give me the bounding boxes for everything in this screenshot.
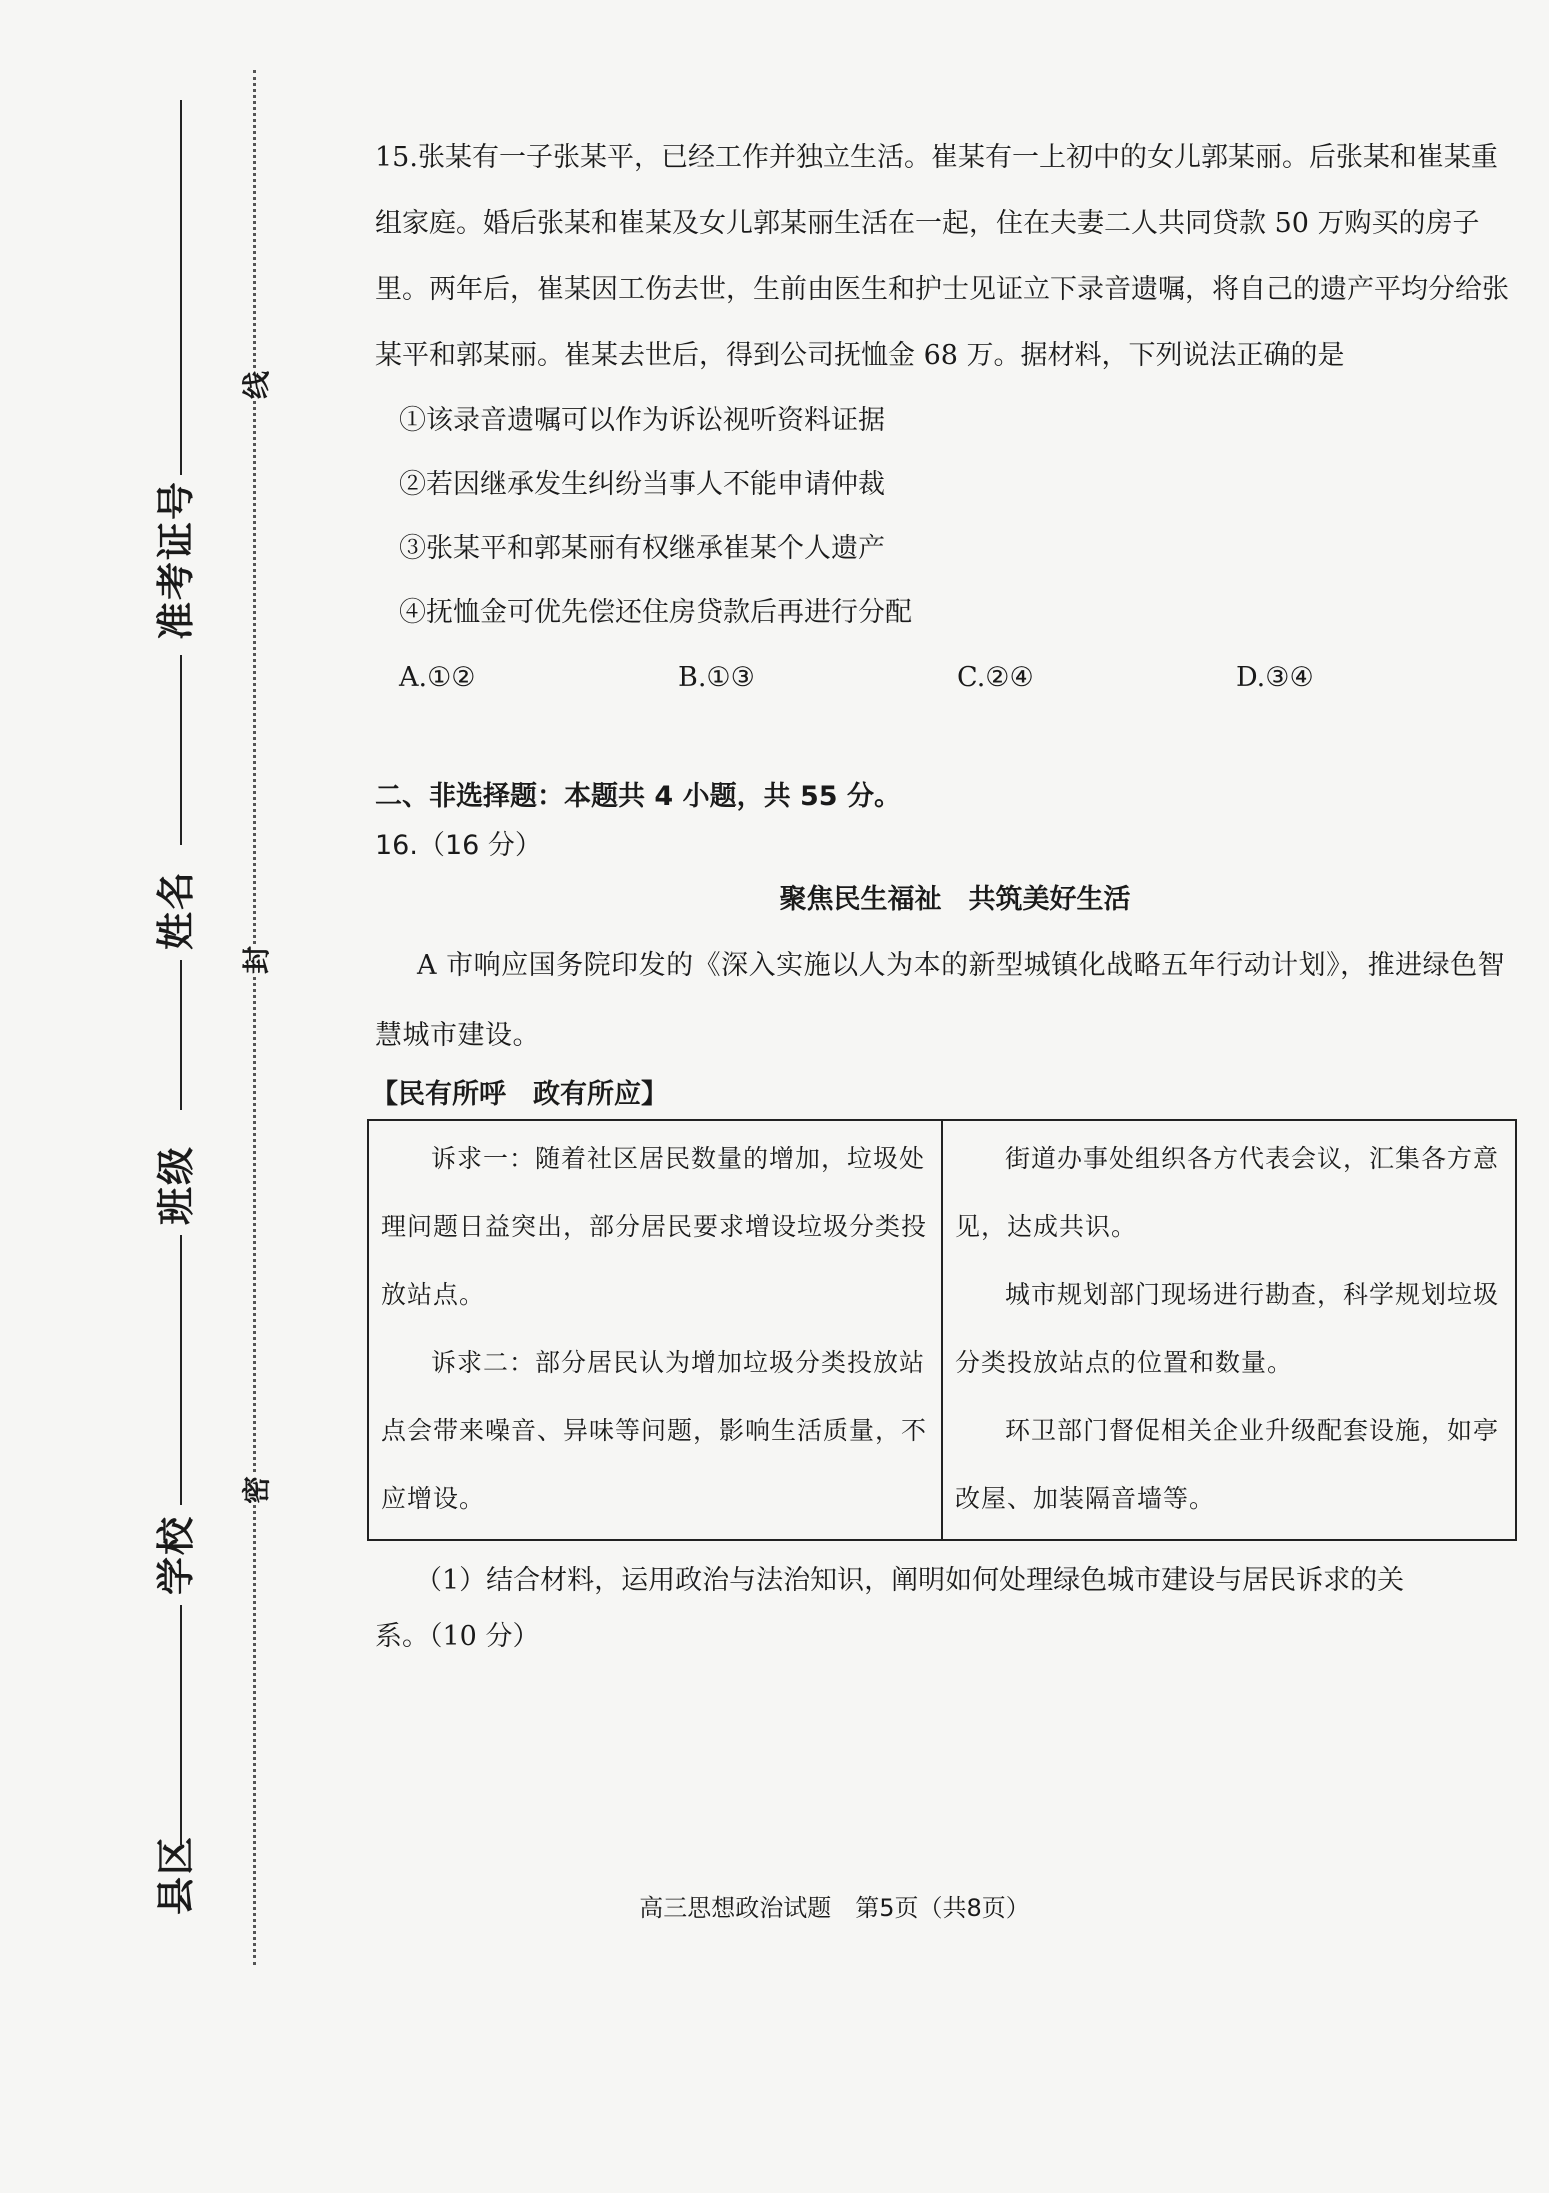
material-title: 聚焦民生福祉 共筑美好生活	[779, 884, 1131, 915]
section-2-title: 二、非选择题：本题共 4 小题，共 55 分。	[375, 781, 901, 812]
margin-rule-top	[180, 100, 182, 475]
q15-choices	[375, 645, 1515, 709]
q15-option-4: ④抚恤金可优先偿还住房贷款后再进行分配	[399, 597, 912, 628]
margin-label-class: 班级	[154, 1144, 198, 1225]
response-1: 街道办事处组织各方代表会议，汇集各方意见，达成共识。	[955, 1144, 1500, 1241]
q15-option-3: ③张某平和郭某丽有权继承崔某个人遗产	[399, 533, 885, 564]
margin-label-exam-id: 准考证号	[154, 479, 198, 640]
demand-1: 诉求一：随着社区居民数量的增加，垃圾处理问题日益突出，部分居民要求增设垃圾分类投放站点。	[381, 1144, 928, 1309]
choice-b: B.①③	[678, 661, 755, 693]
seal-char-secret: 密	[235, 1475, 275, 1505]
responses-cell	[942, 1120, 1516, 1540]
seal-dotted-line	[253, 70, 256, 1965]
demands-cell	[368, 1120, 942, 1540]
choice-a: A.①②	[399, 661, 476, 693]
response-2: 城市规划部门现场进行勘查，科学规划垃圾分类投放站点的位置和数量。	[955, 1280, 1500, 1377]
margin-label-district: 县区	[154, 1834, 198, 1915]
q15-stem: 15.张某有一子张某平，已经工作并独立生活。崔某有一上初中的女儿郭某丽。后张某和崔某重组家庭。婚后张某和崔某及女儿郭某丽生活在一起，住在夫妻二人共同贷款 50 万购买的房子里。两年后，崔某因工伤去世，生前由医生和护士见证立下录音遗嘱，将自己的遗产平均分给张某平和郭某丽。崔某去世后，得到公司抚恤金 68 万。据材料，下列说法正确的是	[375, 142, 1509, 371]
margin-rule-5	[180, 1605, 182, 1845]
choice-d: D.③④	[1236, 661, 1314, 693]
q16-number: 16.（16 分）	[375, 830, 542, 861]
margin-rule-2	[180, 655, 182, 845]
q16-sub1-line1: （1）结合材料，运用政治与法治知识，阐明如何处理绿色城市建设与居民诉求的关	[415, 1565, 1405, 1596]
margin-rule-3	[180, 960, 182, 1110]
response-3: 环卫部门督促相关企业升级配套设施，如亭改屋、加装隔音墙等。	[955, 1416, 1500, 1513]
demands-table	[367, 1119, 1517, 1541]
margin-label-name: 姓名	[154, 869, 198, 950]
seal-char-line: 线	[235, 370, 275, 400]
page-footer: 高三思想政治试题 第5页（共8页）	[639, 1894, 1030, 1922]
main-content	[371, 125, 1515, 1665]
q15-option-2: ②若因继承发生纠纷当事人不能申请仲裁	[399, 469, 885, 500]
q16-sub1-line2: 系。（10 分）	[375, 1621, 540, 1652]
material-subhead: 【民有所呼 政有所应】	[371, 1079, 668, 1110]
margin-rule-4	[180, 1235, 182, 1505]
seal-char-seal: 封	[235, 945, 275, 975]
choice-c: C.②④	[957, 661, 1034, 693]
q15-option-1: ①该录音遗嘱可以作为诉讼视听资料证据	[399, 405, 885, 436]
demand-2: 诉求二：部分居民认为增加垃圾分类投放站点会带来噪音、异味等问题，影响生活质量，不应增设。	[381, 1348, 928, 1513]
margin-label-school: 学校	[154, 1514, 198, 1595]
table-row	[368, 1120, 1516, 1540]
material-intro: A 市响应国务院印发的《深入实施以人为本的新型城镇化战略五年行动计划》，推进绿色智慧城市建设。	[375, 950, 1506, 1051]
